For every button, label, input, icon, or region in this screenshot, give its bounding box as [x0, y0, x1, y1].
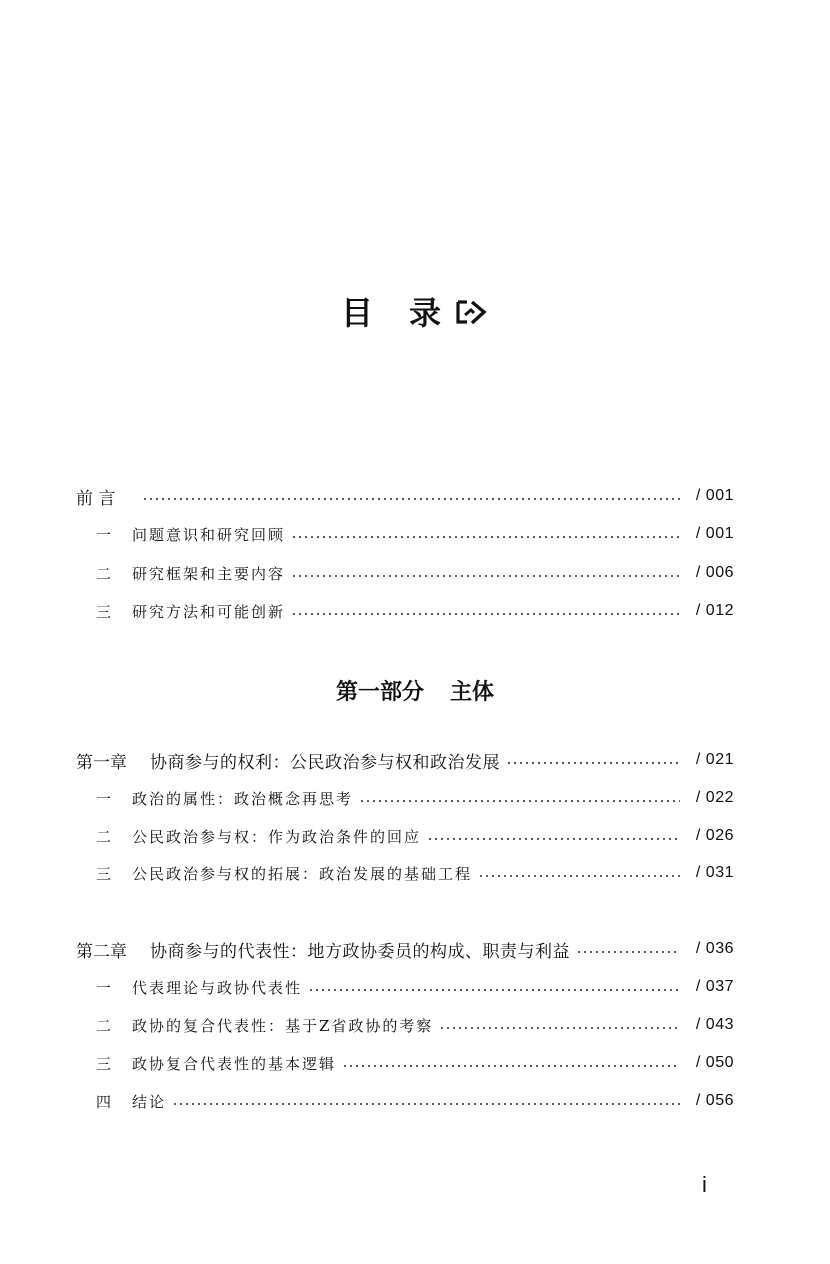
part-number: 第一部分	[335, 680, 424, 705]
toc-entry-number: 一	[96, 525, 112, 544]
toc-entry-chapter-2-4[interactable]	[96, 1089, 734, 1113]
toc-entry-label: 问题意识和研究回顾	[132, 525, 286, 544]
title-char-2: 录	[409, 294, 442, 332]
toc-entry-number: 四	[96, 1092, 112, 1111]
toc-page-number: / 006	[695, 564, 734, 581]
toc-entry-label: 政治的属性：政治概念再思考	[132, 789, 354, 808]
toc-entry-number: 二	[96, 827, 112, 846]
leader-dots	[308, 989, 680, 991]
toc-entry-label: 政协复合代表性的基本逻辑	[132, 1054, 337, 1073]
toc-entry-label: 研究框架和主要内容	[132, 564, 286, 583]
toc-entry-preface-2[interactable]	[96, 561, 734, 585]
toc-entry-label: 公民政治参与权的拓展：政治发展的基础工程	[132, 864, 473, 883]
toc-page-number: / 056	[695, 1092, 734, 1109]
toc-entry-chapter-1-1[interactable]	[96, 786, 734, 810]
chapter-number: 第二章	[76, 941, 127, 962]
leader-dots	[342, 1065, 680, 1067]
leader-dots	[576, 951, 680, 953]
toc-page-number: / 050	[695, 1054, 734, 1071]
toc-entry-preface-3[interactable]	[96, 599, 734, 623]
part-heading	[0, 675, 830, 706]
leader-dots	[142, 498, 680, 500]
toc-entry-chapter-1-3[interactable]	[96, 861, 734, 885]
toc-entry-label: 公民政治参与权：作为政治条件的回应	[132, 827, 422, 846]
toc-entry-chapter-2-3[interactable]	[96, 1051, 734, 1075]
toc-entry-chapter-2-1[interactable]	[96, 975, 734, 999]
toc-entry-label: 政协的复合代表性：基于Z省政协的考察	[132, 1016, 434, 1035]
page-title	[0, 288, 830, 334]
toc-entry-label: 前 言	[76, 488, 116, 509]
toc-entry-preface[interactable]	[76, 484, 734, 508]
leader-dots	[291, 575, 680, 577]
toc-entry-label: 结论	[132, 1092, 167, 1111]
chapter-title: 协商参与的代表性：地方政协委员的构成、职责与利益	[150, 941, 570, 962]
part-name: 主体	[450, 680, 495, 705]
toc-entry-chapter-1-2[interactable]	[96, 824, 734, 848]
toc-entry-number: 三	[96, 864, 112, 883]
toc-page-number: / 001	[695, 525, 734, 542]
page-folio: i	[702, 1172, 707, 1197]
toc-page-number: / 022	[695, 789, 734, 806]
toc-page-number: / 021	[695, 751, 734, 768]
toc-page-number: / 031	[695, 864, 734, 881]
publisher-mark-icon	[455, 298, 489, 326]
chapter-title: 协商参与的权利：公民政治参与权和政治发展	[150, 752, 500, 773]
toc-entry-number: 一	[96, 978, 112, 997]
toc-entry-chapter-2[interactable]	[76, 937, 734, 961]
toc-entry-preface-1[interactable]	[96, 522, 734, 546]
toc-entry-number: 一	[96, 789, 112, 808]
toc-page-number: / 001	[695, 487, 734, 504]
toc-entry-number: 二	[96, 1016, 112, 1035]
leader-dots	[172, 1103, 680, 1105]
toc-entry-label: 代表理论与政协代表性	[132, 978, 303, 997]
toc-entry-number: 二	[96, 564, 112, 583]
leader-dots	[439, 1027, 680, 1029]
chapter-number: 第一章	[76, 752, 127, 773]
leader-dots	[427, 838, 680, 840]
toc-page-number: / 012	[695, 602, 734, 619]
leader-dots	[291, 613, 680, 615]
title-char-1: 目	[340, 294, 373, 332]
toc-page-number: / 043	[695, 1016, 734, 1033]
toc-entry-chapter-2-2[interactable]	[96, 1013, 734, 1037]
toc-entry-chapter-1[interactable]	[76, 748, 734, 772]
leader-dots	[291, 536, 680, 538]
toc-page-number: / 037	[695, 978, 734, 995]
leader-dots	[359, 800, 680, 802]
toc-entry-number: 三	[96, 1054, 112, 1073]
leader-dots	[478, 875, 680, 877]
leader-dots	[506, 762, 680, 764]
toc-page-number: / 026	[695, 827, 734, 844]
toc-entry-label: 研究方法和可能创新	[132, 602, 286, 621]
toc-entry-number: 三	[96, 602, 112, 621]
toc-page-number: / 036	[695, 940, 734, 957]
